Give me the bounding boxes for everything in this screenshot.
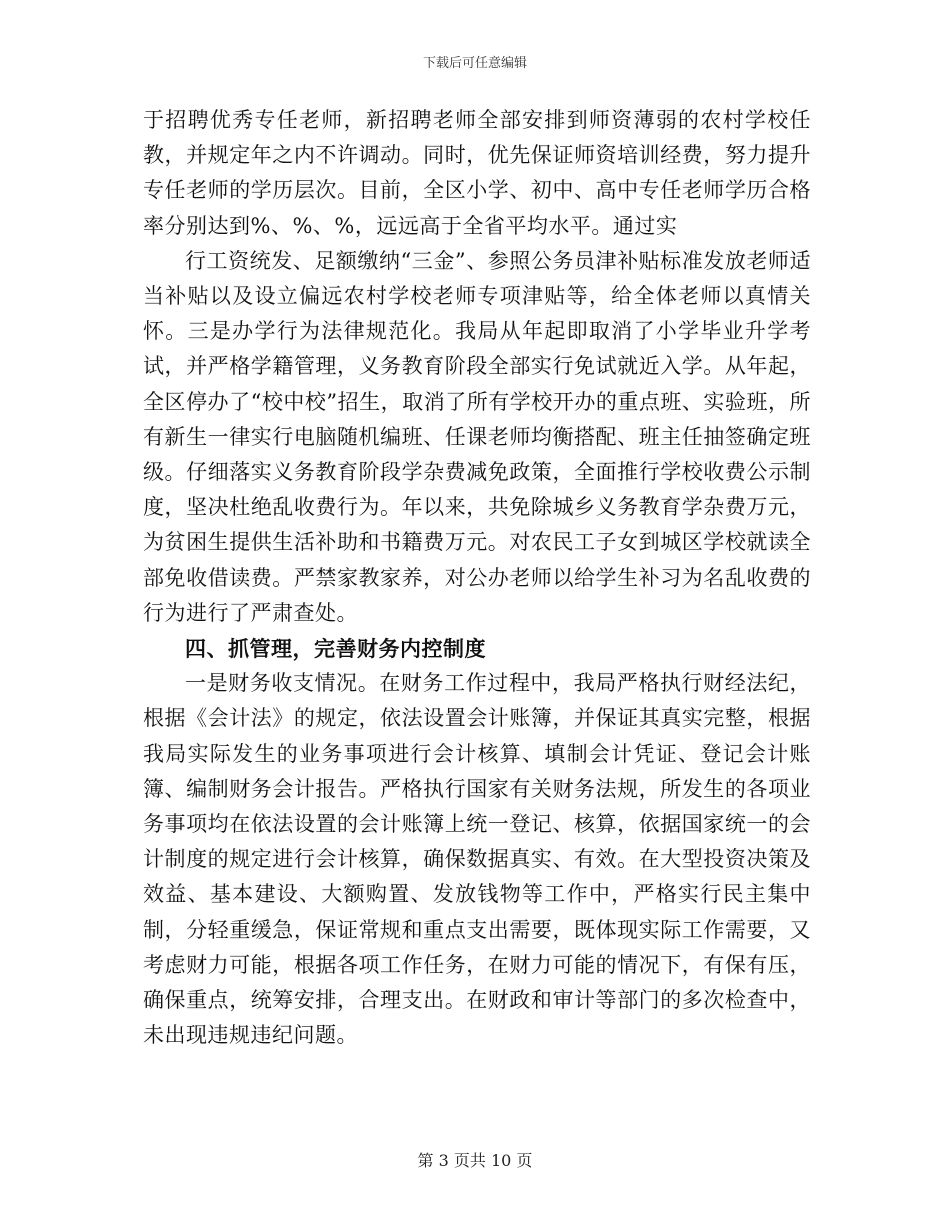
paragraph-teacher-benefits: 行工资统发、足额缴纳“三金”、参照公务员津补贴标准发放老师适当补贴以及设立偏远农村学校老师专项津贴等，给全体老师以真情关怀。三是办学行为法律规范化。我局从年起即取消了小学毕业升学考试，并严格学籍管理，义务教育阶段全部实行免试就近入学。从年起，全区停办了“校中校”招生，取消了所有学校开办的重点班、实验班，所有新生一律实行电脑随机编班、任课老师均衡搭配、班主任抽签确定班级。仔细落实义务教育阶段学杂费减免政策，全面推行学校收费公示制度，坚决杜绝乱收费行为。年以来，共免除城乡义务教育学杂费万元，为贫困生提供生活补助和书籍费万元。对农民工子女到城区学校就读全部免收借读费。严禁家教家养，对公办老师以给学生补习为名乱收费的行为进行了严肃查处。 — [143, 248, 811, 625]
page-indicator: 第 3 页共 10 页 — [417, 1151, 533, 1170]
paragraph-continued: 于招聘优秀专任老师，新招聘老师全部安排到师资薄弱的农村学校任教，并规定年之内不许调动。同时，优先保证师资培训经费，努力提升专任老师的学历层次。目前，全区小学、初中、高中专任老师学历合格率分别达到%、%、%，远远高于全省平均水平。通过实 — [143, 108, 811, 238]
section-heading-finance: 四、抓管理，完善财务内控制度 — [185, 636, 486, 662]
document-body — [143, 103, 811, 1053]
paragraph-finance: 一是财务收支情况。在财务工作过程中，我局严格执行财经法纪，根据《会计法》的规定，依法设置会计账簿，并保证其真实完整，根据我局实际发生的业务事项进行会计核算、填制会计凭证、登记会计账簿、编制财务会计报告。严格执行国家有关财务法规，所发生的各项业务事项均在依法设置的会计账簿上统一登记、核算，依据国家统一的会计制度的规定进行会计核算，确保数据真实、有效。在大型投资决策及效益、基本建设、大额购置、发放钱物等工作中，严格实行民主集中制，分轻重缓急，保证常规和重点支出需要，既体现实际工作需要，又考虑财力可能，根据各项工作任务，在财力可能的情况下，有保有压，确保重点，统筹安排，合理支出。在财政和审计等部门的多次检查中，未出现违规违纪问题。 — [143, 671, 811, 1048]
header-note: 下载后可任意编辑 — [422, 56, 527, 71]
